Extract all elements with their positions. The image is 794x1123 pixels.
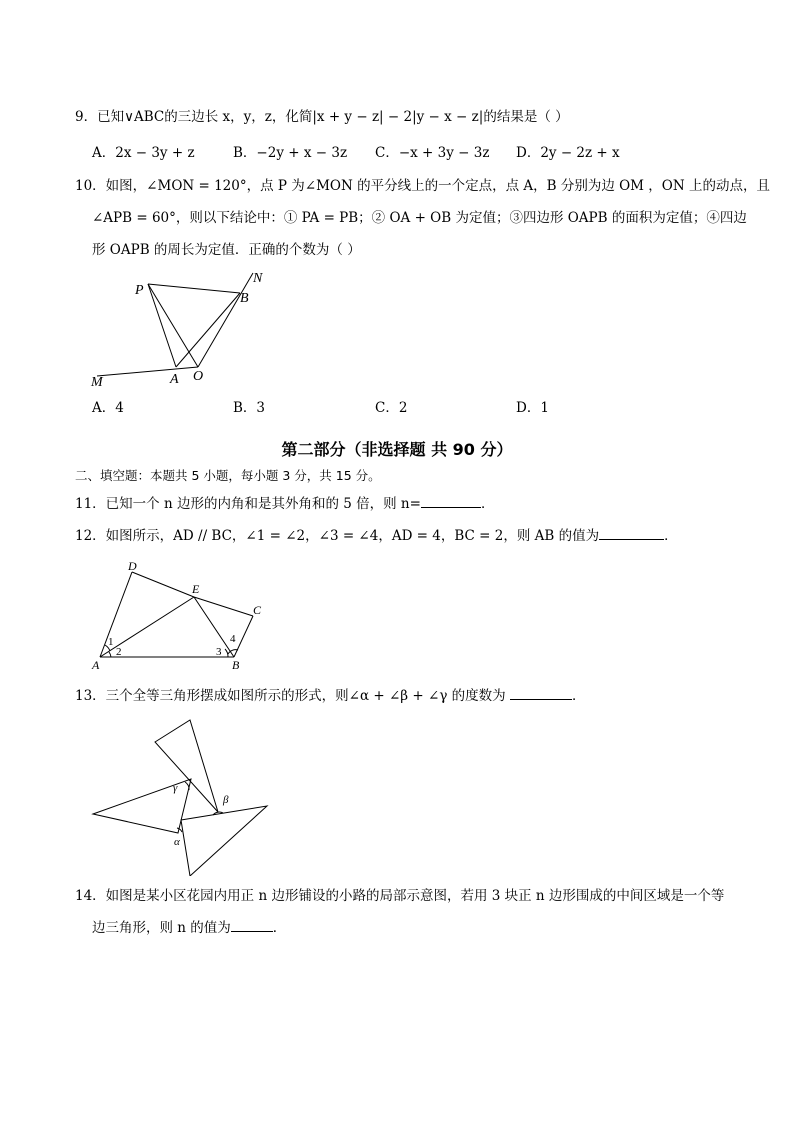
label-beta: β <box>223 794 229 806</box>
angle-label-4: 4 <box>230 633 236 645</box>
label-c: C <box>253 603 262 617</box>
q14-line1: 14．如图是某小区花园内用正 n 边形铺设的小路的局部示意图，若用 3 块正 n 边形围成的中间区域是一个等 <box>75 888 725 904</box>
q12-figure <box>88 556 278 674</box>
q11-end: ． <box>480 496 495 512</box>
q13-figure <box>85 716 275 876</box>
label-m: M <box>91 375 103 390</box>
q10-option-d: D．1 <box>516 400 549 416</box>
label-o: O <box>193 369 204 384</box>
segment-bc <box>234 616 253 657</box>
part2-instruction: 二、填空题：本题共 5 小题，每小题 3 分，共 15 分。 <box>75 468 381 483</box>
q13 <box>75 686 585 706</box>
label-d: D <box>128 559 137 573</box>
label-e: E <box>192 582 200 596</box>
q12-text: 12．如图所示，AD // BC，∠1 = ∠2，∠3 = ∠4，AD = 4，BC = 2，则 AB 的值为 <box>75 528 600 544</box>
label-b: B <box>232 658 240 672</box>
segment-de <box>132 572 194 597</box>
angle-arc-3 <box>225 649 228 657</box>
q12-end: ． <box>664 528 678 544</box>
q14-answer-blank[interactable] <box>231 918 273 932</box>
q14-text: 边三角形，则 n 的值为 <box>92 920 231 936</box>
ray-om <box>97 367 198 376</box>
angle-arc-2 <box>109 652 111 657</box>
segment-ab <box>176 293 240 367</box>
q14-end: ． <box>272 920 287 936</box>
q11-answer-blank[interactable] <box>421 494 481 508</box>
q10-line3: 形 OAPB 的周长为定值．正确的个数为（ ） <box>92 242 361 258</box>
q14-line2 <box>92 918 286 938</box>
triangle-bottom <box>181 806 267 876</box>
q9-option-b: B．−2y + x − 3z <box>233 145 348 161</box>
q9-option-d: D．2y − 2z + x <box>516 145 620 161</box>
angle-label-2: 2 <box>116 646 122 658</box>
q13-text: 13．三个全等三角形摆成如图所示的形式，则∠α + ∠β + ∠γ 的度数为 <box>75 688 506 704</box>
q9-option-c: C．−x + 3y − 3z <box>375 145 490 161</box>
label-p: P <box>135 283 144 298</box>
q10-option-b: B．3 <box>233 400 266 416</box>
label-b: B <box>240 291 249 306</box>
angle-label-3: 3 <box>216 646 222 658</box>
segment-ae <box>100 597 194 657</box>
q10-option-a: A．4 <box>92 400 124 416</box>
part2-title: 第二部分（非选择题 共 90 分） <box>281 440 513 459</box>
segment-pb <box>148 284 240 293</box>
angle-label-1: 1 <box>108 636 114 648</box>
q10-line2: ∠APB = 60°，则以下结论中：① PA = PB；② OA + OB 为定值；③四边形 OAPB 的面积为定值；④四边 <box>92 210 747 226</box>
label-alpha: α <box>174 836 180 848</box>
q10-line1: 10．如图，∠MON = 120°，点 P 为∠MON 的平分线上的一个定点，点 A，B 分别为边 OM ，ON 上的动点，且 <box>75 178 770 194</box>
segment-ad <box>100 572 132 657</box>
q13-end: ． <box>571 688 586 704</box>
q11 <box>75 494 494 514</box>
ray-on <box>198 273 253 367</box>
q12 <box>75 526 678 546</box>
q12-answer-blank[interactable] <box>599 526 664 540</box>
q9-stem: 9．已知∨ABC的三边长 x，y，z，化简|x + y − z| − 2|y − x − z|的结果是（ ） <box>75 109 569 125</box>
q11-text: 11．已知一个 n 边形的内角和是其外角和的 5 倍，则 n= <box>75 496 421 512</box>
q10-figure <box>85 268 275 393</box>
segment-po <box>148 284 198 367</box>
q13-answer-blank[interactable] <box>510 686 572 700</box>
angle-arc-alpha <box>177 828 182 832</box>
segment-pa <box>148 284 176 367</box>
label-a: A <box>92 658 100 672</box>
segment-ec <box>194 597 253 616</box>
label-gamma: γ <box>173 782 178 794</box>
label-n: N <box>253 271 263 286</box>
label-a: A <box>170 372 179 387</box>
q10-option-c: C．2 <box>375 400 408 416</box>
segment-be <box>194 597 234 657</box>
q9-option-a: A．2x − 3y + z <box>92 145 195 161</box>
